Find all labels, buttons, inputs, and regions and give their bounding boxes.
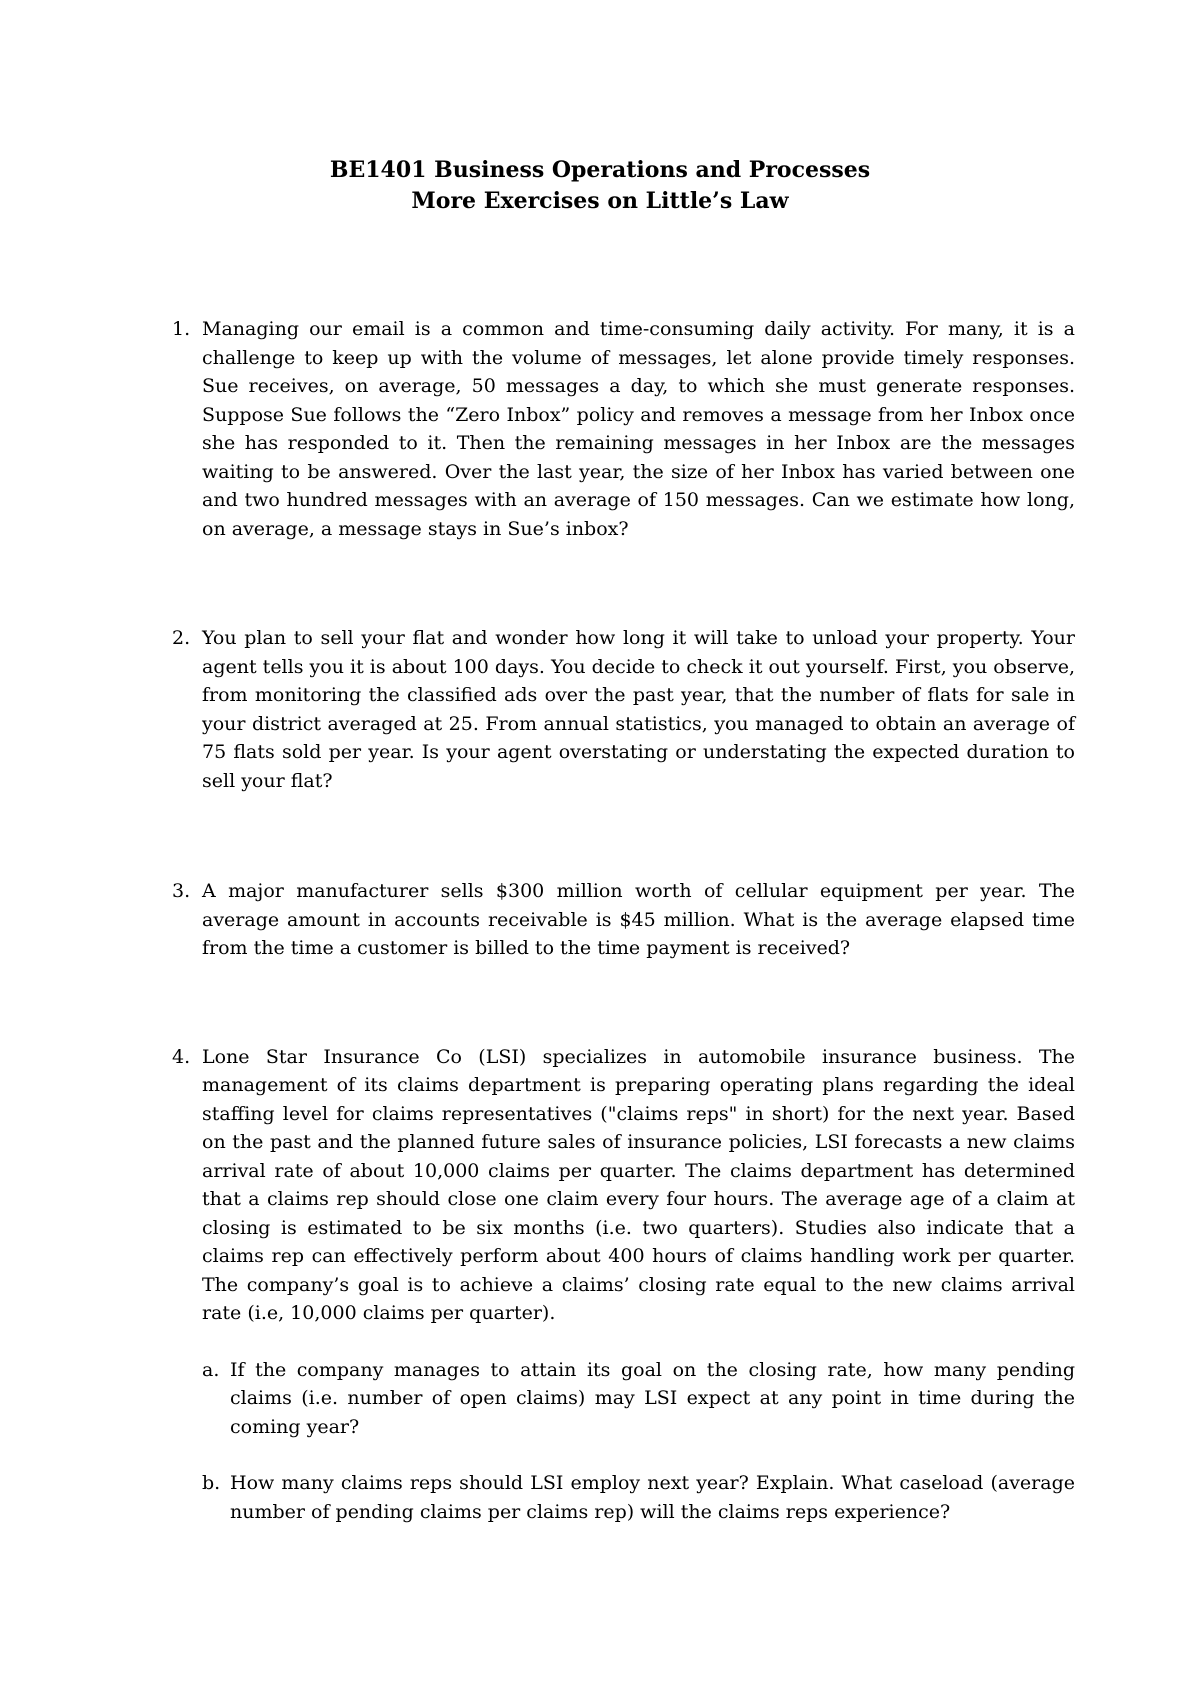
question-number: 1. xyxy=(172,318,191,340)
subpart-letter: b. xyxy=(202,1472,221,1494)
question-text: Managing our email is a common and time-consuming daily activity. For many, it is a challenge to keep up with the volume of messages, let alone provide timely responses. Sue receives, on average, 50 messages a day, to which she must generate responses. Suppose Sue follows the “Zero Inbox” policy and removes a message from her Inbox once she has responded to it. Then the remaining messages in her Inbox are the messages waiting to be answered. Over the last year, the size of her Inbox has varied between one and two hundred messages with an average of 150 messages. Can we estimate how long, on average, a message stays in Sue’s inbox? xyxy=(202,318,1075,540)
question-4 xyxy=(172,1043,1075,1527)
subpart-letter: a. xyxy=(202,1358,220,1381)
question-text: Lone Star Insurance Co (LSI) specializes in automobile insurance business. The management of its claims department is preparing operating plans regarding the ideal staffing level for claims representatives ("claims reps" in short) for the next year. Based on the past and the planned future sales of insurance policies, LSI forecasts a new claims arrival rate of about 10,000 claims per quarter. The claims department has determined that a claims rep should close one claim every four hours. The average age of a claim at closing is estimated to be six months (i.e. two quarters). Studies also indicate that a claims rep can effectively perform about 400 hours of claims handling work per quarter. The company’s goal is to achieve a claims’ closing rate equal to the new claims arrival rate (i.e, 10,000 claims per quarter). xyxy=(202,1045,1075,1324)
title-line-course: BE1401 Business Operations and Processes xyxy=(329,157,871,183)
subpart-text: How many claims reps should LSI employ next year? Explain. What caseload (average number of pending claims per claims rep) will the claims reps experience? xyxy=(230,1472,1075,1523)
question-text: You plan to sell your flat and wonder how long it will take to unload your property. Your agent tells you it is about 100 days. You decide to check it out yourself. First, you observe, from monitoring the classified ads over the past year, that the number of flats for sale in your district averaged at 25. From annual statistics, you managed to obtain an average of 75 flats sold per year. Is your agent overstating or understating the expected duration to sell your flat? xyxy=(202,627,1075,792)
question-3 xyxy=(172,877,1075,963)
title-line-subtitle: More Exercises on Little’s Law xyxy=(411,188,789,214)
question-2 xyxy=(172,624,1075,795)
subpart-a xyxy=(202,1356,1075,1442)
subpart-b xyxy=(202,1469,1075,1526)
subpart-list xyxy=(202,1356,1075,1527)
question-list xyxy=(172,315,1075,1526)
question-number: 4. xyxy=(172,1045,191,1068)
question-text: A major manufacturer sells $300 million worth of cellular equipment per year. The average amount in accounts receivable is $45 million. What is the average elapsed time from the time a customer is billed to the time payment is received? xyxy=(202,880,1075,959)
document-title xyxy=(0,155,1200,217)
question-1 xyxy=(172,315,1075,543)
question-number: 2. xyxy=(172,627,191,649)
question-number: 3. xyxy=(172,880,191,902)
subpart-text: If the company manages to attain its goal on the closing rate, how many pending claims (i.e. number of open claims) may LSI expect at any point in time during the coming year? xyxy=(230,1358,1075,1438)
